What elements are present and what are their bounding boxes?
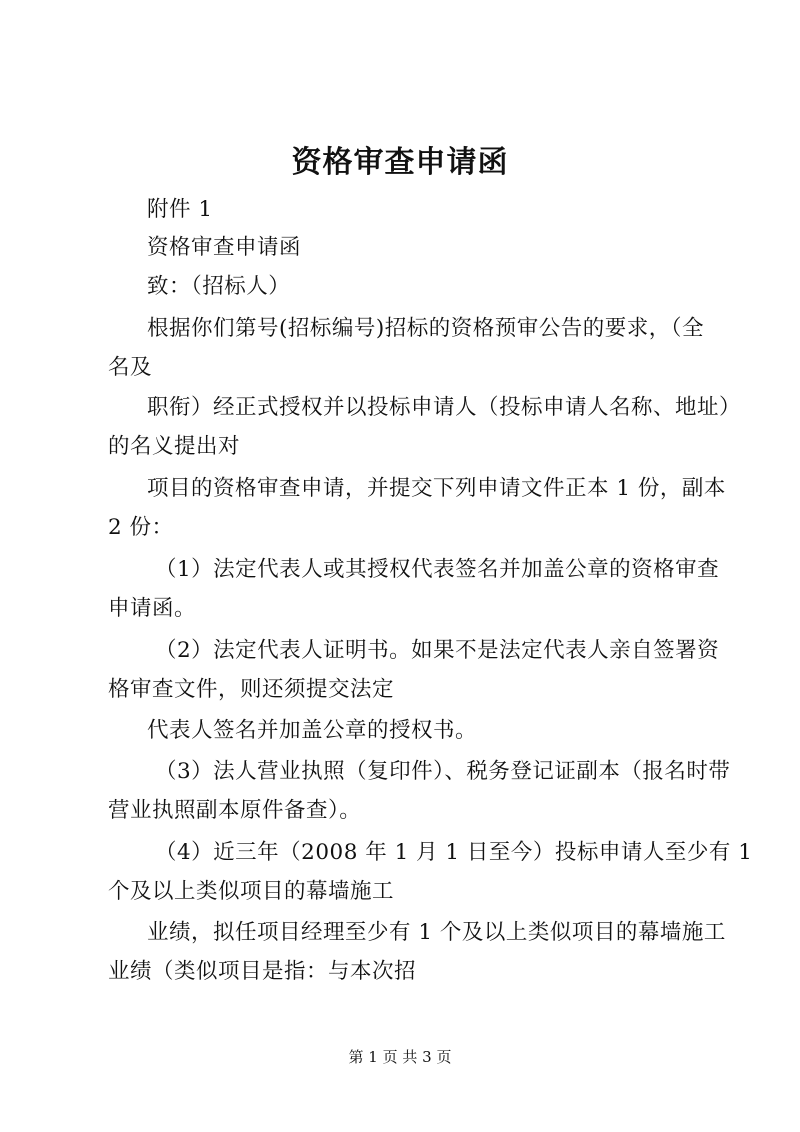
paragraph-line: 业绩，拟任项目经理至少有 1 个及以上类似项目的幕墙施工 — [147, 920, 726, 945]
paragraph-line: 的名义提出对 — [108, 434, 241, 459]
list-item-3-cont: 营业执照副本原件备查）。 — [108, 798, 362, 823]
list-item-1-cont: 申请函。 — [108, 596, 197, 621]
paragraph-line: 2 份： — [108, 515, 174, 540]
paragraph-line: 项目的资格审查申请，并提交下列申请文件正本 1 份，副本 — [147, 476, 726, 501]
list-item-4: （4）近三年（2008 年 1 月 1 日至今）投标申请人至少有 1 — [155, 840, 753, 865]
list-item-3: （3）法人营业执照（复印件）、税务登记证副本（报名时带 — [155, 759, 731, 784]
recipient-line: 致：（招标人） — [147, 274, 291, 299]
attachment-label: 附件 1 — [147, 197, 213, 222]
letter-heading: 资格审查申请函 — [147, 235, 302, 260]
list-item-2: （2）法定代表人证明书。如果不是法定代表人亲自签署资 — [155, 638, 720, 663]
paragraph-line: 职衔）经正式授权并以投标申请人（投标申请人名称、地址） — [147, 395, 742, 420]
list-item-1: （1）法定代表人或其授权代表签名并加盖公章的资格审查 — [155, 557, 720, 582]
list-item-2-cont: 格审查文件，则还须提交法定 — [108, 677, 395, 702]
paragraph-line: 根据你们第号(招标编号)招标的资格预审公告的要求，（全 — [147, 316, 705, 341]
list-item-4-cont: 个及以上类似项目的幕墙施工 — [108, 879, 395, 904]
paragraph-line: 名及 — [108, 355, 153, 380]
list-item-2-cont: 代表人签名并加盖公章的授权书。 — [147, 718, 478, 743]
document-title: 资格审查申请函 — [291, 145, 509, 180]
paragraph-line: 业绩（类似项目是指：与本次招 — [108, 959, 417, 984]
page-footer: 第 1 页 共 3 页 — [348, 1048, 452, 1066]
